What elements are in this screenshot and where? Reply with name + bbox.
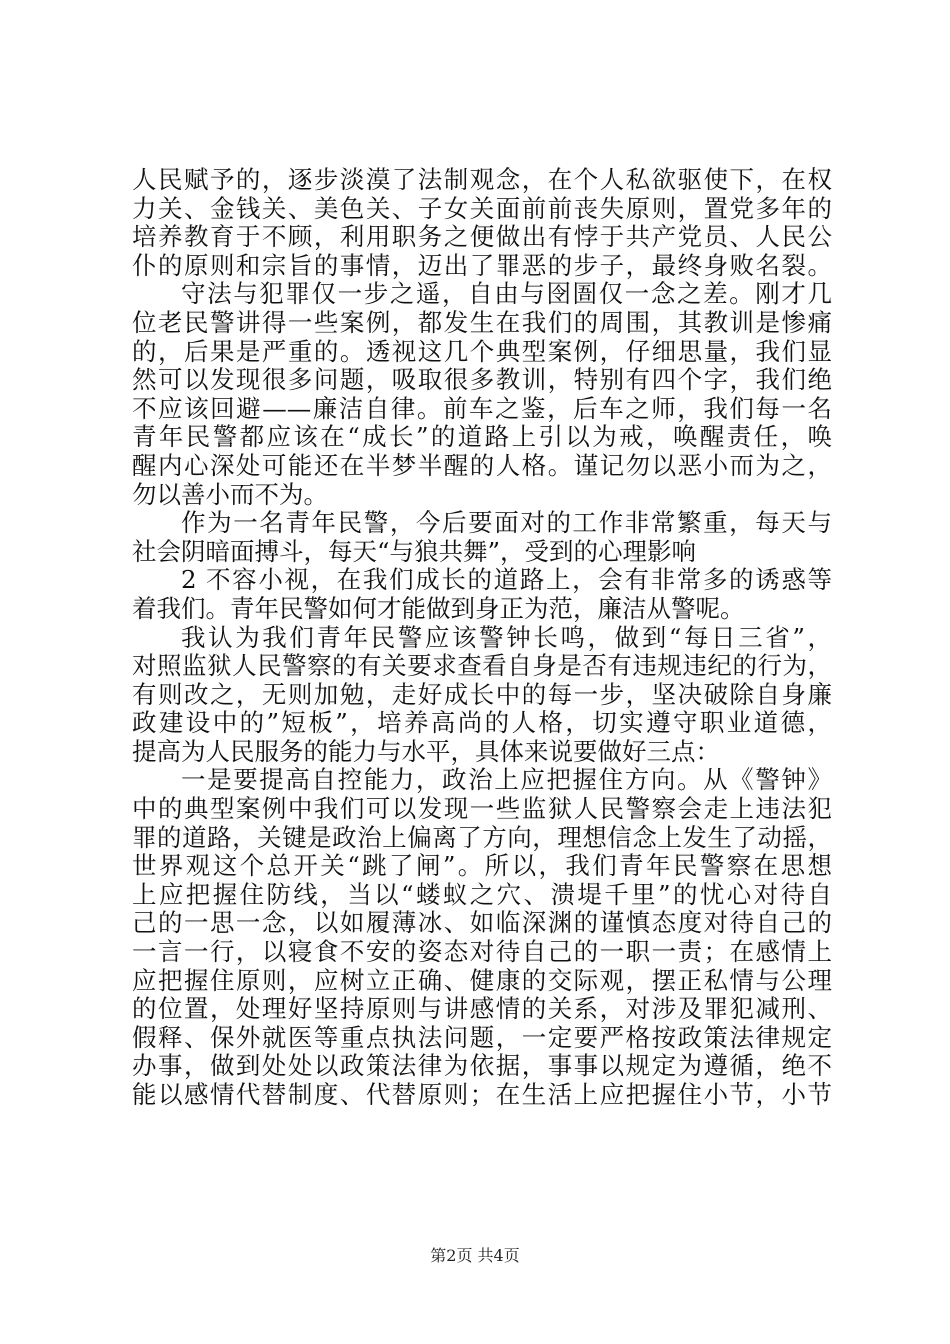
text-line: 然可以发现很多问题，吸取很多教训，特别有四个字，我们绝 — [132, 365, 832, 395]
text-line: 假释、保外就医等重点执法问题，一定要严格按政策法律规定 — [132, 1022, 832, 1052]
text-line: 青年民警都应该在“成长”的道路上引以为戒，唤醒责任，唤 — [132, 422, 832, 452]
text-line: 中的典型案例中我们可以发现一些监狱人民警察会走上违法犯 — [132, 794, 832, 824]
text-line: 一言一行，以寝食不安的姿态对待自己的一职一责；在感情上 — [132, 937, 832, 967]
paragraph-last-line: 社会阴暗面搏斗，每天“与狼共舞”，受到的心理影响 — [132, 536, 697, 566]
paragraph-first-line: 2 不容小视，在我们成长的道路上，会有非常多的诱惑等 — [181, 565, 832, 595]
text-line: 能以感情代替制度、代替原则；在生活上应把握住小节，小节 — [132, 1080, 832, 1109]
text-line: 的，后果是严重的。透视这几个典型案例，仔细思量，我们显 — [132, 336, 832, 366]
paragraph-first-line: 一是要提高自控能力，政治上应把握住方向。从《警钟》 — [181, 765, 832, 795]
body-text — [132, 166, 832, 1110]
page-number-label: 第2页 共4页 — [430, 1246, 520, 1265]
paragraph-last-line: 着我们。青年民警如何才能做到身正为范，廉洁从警呢。 — [132, 593, 745, 623]
text-line: 的位置，处理好坚持原则与讲感情的关系，对涉及罪犯减刑、 — [132, 994, 832, 1024]
text-line: 世界观这个总开关“跳了闸”。所以，我们青年民警察在思想 — [132, 851, 832, 881]
page-footer — [0, 1246, 950, 1266]
text-line: 办事，做到处处以政策法律为依据，事事以规定为遵循，绝不 — [132, 1051, 832, 1081]
text-line: 对照监狱人民警察的有关要求查看自身是否有违规违纪的行为， — [132, 651, 832, 681]
text-line: 力关、金钱关、美色关、子女关面前前丧失原则，置党多年的 — [132, 193, 832, 223]
text-line: 己的一思一念，以如履薄冰、如临深渊的谨慎态度对待自己的 — [132, 908, 832, 938]
text-line: 不应该回避——廉洁自律。前车之鉴，后车之师，我们每一名 — [132, 393, 832, 423]
paragraph-first-line: 作为一名青年民警，今后要面对的工作非常繁重，每天与 — [181, 508, 832, 538]
text-line: 醒内心深处可能还在半梦半醒的人格。谨记勿以恶小而为之， — [132, 450, 832, 480]
text-line: 应把握住原则，应树立正确、健康的交际观，摆正私情与公理 — [132, 965, 832, 995]
paragraph-last-line: 提高为人民服务的能力与水平，具体来说要做好三点： — [132, 736, 720, 766]
text-line: 有则改之，无则加勉，走好成长中的每一步，坚决破除自身廉 — [132, 679, 832, 709]
text-line: 政建设中的”短板”，培养高尚的人格，切实遵守职业道德， — [132, 708, 832, 738]
paragraph-first-line: 我认为我们青年民警应该警钟长鸣，做到“每日三省”， — [181, 622, 832, 652]
text-line: 位老民警讲得一些案例，都发生在我们的周围，其教训是惨痛 — [132, 307, 832, 337]
text-line: 培养教育于不顾，利用职务之便做出有悖于共产党员、人民公 — [132, 222, 832, 252]
text-line: 人民赋予的，逐步淡漠了法制观念，在个人私欲驱使下，在权 — [132, 165, 832, 194]
text-line: 罪的道路，关键是政治上偏离了方向，理想信念上发生了动摇， — [132, 822, 832, 852]
paragraph-last-line: 勿以善小而不为。 — [132, 479, 328, 509]
paragraph-first-line: 守法与犯罪仅一步之遥，自由与囹圄仅一念之差。刚才几 — [181, 279, 832, 309]
text-line: 上应把握住防线，当以“蝼蚁之穴、溃堤千里”的忧心对待自 — [132, 879, 832, 909]
text-line: 仆的原则和宗旨的事情，迈出了罪恶的步子，最终身败名裂。 — [132, 250, 832, 280]
